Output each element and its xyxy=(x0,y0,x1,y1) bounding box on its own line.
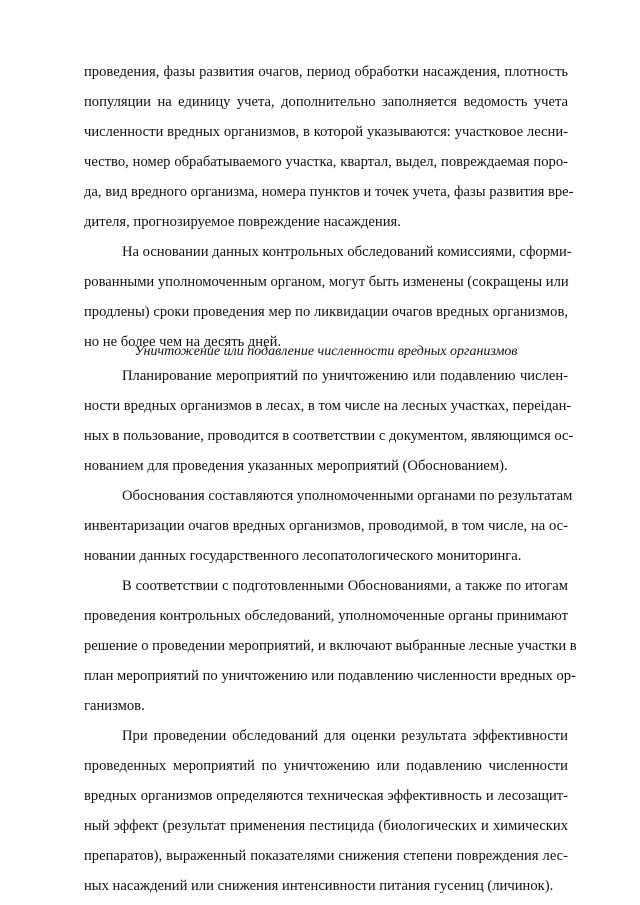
text-line: новании данных государственного лесопатологического мониторинга. xyxy=(84,548,522,564)
text-line: проведения, фазы развития очагов, период обработки насаждения, плотность xyxy=(84,64,568,80)
text-line: вредных организмов определяются техническая эффективность и лесозащит- xyxy=(84,788,568,804)
text-line: Обоснования составляются уполномоченными органами по результатам xyxy=(122,488,573,504)
text-line: да, вид вредного организма, номера пунктов и точек учета, фазы развития вре- xyxy=(84,184,574,200)
text-line: инвентаризации очагов вредных организмов, проводимой, в том числе, на ос- xyxy=(84,518,568,534)
text-line: При проведении обследований для оценки результата эффективности xyxy=(122,728,568,744)
text-line: план мероприятий по уничтожению или подавлению численности вредных ор- xyxy=(84,668,576,684)
section-heading: Уничтожение или подавление численности вредных организмов xyxy=(134,344,518,359)
text-line: В соответствии с подготовленными Обоснованиями, а также по итогам xyxy=(122,578,568,594)
text-line: но не более чем на десять дней. xyxy=(84,334,282,350)
text-line: нованием для проведения указанных мероприятий (Обоснованием). xyxy=(84,458,508,474)
text-line: ности вредных организмов в лесах, в том числе на лесных участках, переідан- xyxy=(84,398,572,414)
text-line: проведения контрольных обследований, уполномоченные органы принимают xyxy=(84,608,568,624)
text-line: дителя, прогнозируемое повреждение насаждения. xyxy=(84,214,401,230)
text-line: продлены) сроки проведения мер по ликвидации очагов вредных организмов, xyxy=(84,304,568,320)
text-line: ный эффект (результат применения пестицида (биологических и химических xyxy=(84,818,568,834)
text-line: На основании данных контрольных обследований комиссиями, сформи- xyxy=(122,244,572,260)
text-line: численности вредных организмов, в которой указываются: участковое лесни- xyxy=(84,124,568,140)
text-line: чество, номер обрабатываемого участка, квартал, выдел, повреждаемая поро- xyxy=(84,154,568,170)
text-line: решение о проведении мероприятий, и включают выбранные лесные участки в xyxy=(84,638,577,654)
text-line: ных насаждений или снижения интенсивности питания гусениц (личинок). xyxy=(84,878,554,894)
text-line: Планирование мероприятий по уничтожению или подавлению числен- xyxy=(122,368,568,384)
text-line: препаратов), выраженный показателями снижения степени повреждения лес- xyxy=(84,848,568,864)
text-line: ных в пользование, проводится в соответствии с документом, являющимся ос- xyxy=(84,428,574,444)
text-line: проведенных мероприятий по уничтожению или подавлению численности xyxy=(84,758,568,774)
text-line: популяции на единицу учета, дополнительно заполняется ведомость учета xyxy=(84,94,568,110)
text-line: рованными уполномоченным органом, могут быть изменены (сокращены или xyxy=(84,274,569,290)
text-line: ганизмов. xyxy=(84,698,145,714)
